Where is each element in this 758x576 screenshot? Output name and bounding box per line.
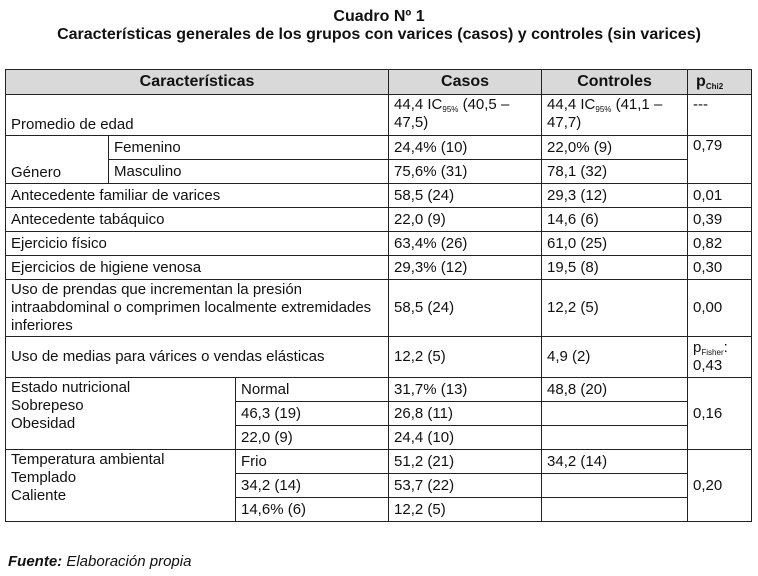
cell-controles: 14,6 (6) [542,208,688,232]
header-casos: Casos [389,70,542,95]
cell-casos: 12,2 (5) [389,498,542,522]
sub-label: 14,6% (6) [236,498,389,522]
table-title [0,8,758,44]
characteristics-table [5,69,752,522]
table-row [6,136,752,160]
row-label-line: Estado nutricional [11,379,131,396]
row-label-nutricional [6,378,236,450]
row-label-line: Caliente [11,487,67,504]
cell-casos: 75,6% (31) [389,160,542,184]
cell-p: 0,39 [688,208,752,232]
row-label: Uso de prendas que incrementan la presión intraabdominal o comprimen localmente extremidades inferiores [6,280,389,337]
cell-p: $p_{Fisher}$: 0,43 [688,337,752,378]
cell-casos: 24,4% (10) [389,136,542,160]
table-row [6,95,752,136]
cell-controles: 48,8 (20) [542,378,688,402]
cell-casos: 22,0 (9) [389,208,542,232]
cell-p: 0,30 [688,256,752,280]
cell-casos: 58,5 (24) [389,280,542,337]
header-controles: Controles [542,70,688,95]
cell-controles: 44,4 $IC_{95\%}$ (41,1 – 47,7) [542,95,688,136]
row-label: Antecedente tabáquico [6,208,389,232]
header-row [6,70,752,95]
table-caption: Características generales de los grupos con varices (casos) y controles (sin varices) [57,26,701,43]
cell-controles: 78,1 (32) [542,160,688,184]
table-row [6,450,752,474]
table-row [6,184,752,208]
sub-label: 46,3 (19) [236,402,389,426]
sub-label: 22,0 (9) [236,426,389,450]
cell-p: 0,00 [688,280,752,337]
cell-casos: 58,5 (24) [389,184,542,208]
header-p: $p_{Chi2}$ [688,70,752,95]
row-label: Ejercicio físico [6,232,389,256]
cell-casos: 31,7% (13) [389,378,542,402]
cell-casos: 24,4 (10) [389,426,542,450]
cell-p: 0,01 [688,184,752,208]
sub-label: Masculino [109,160,389,184]
row-label-line: Sobrepeso [11,397,84,414]
row-label-line: Templado [11,469,77,486]
cell-p: 0,82 [688,232,752,256]
table-row [6,280,752,337]
cell-controles [542,474,688,498]
cell-controles [542,402,688,426]
sub-label: Normal [236,378,389,402]
cell-p: --- [688,95,752,136]
cell-controles: 61,0 (25) [542,232,688,256]
cell-casos: 51,2 (21) [389,450,542,474]
cell-controles: 19,5 (8) [542,256,688,280]
table-number: Cuadro Nº 1 [333,8,425,25]
cell-casos: 29,3% (12) [389,256,542,280]
row-label: Género [6,136,109,184]
source-note [8,553,191,570]
cell-controles: 29,3 (12) [542,184,688,208]
source-label: Fuente: [8,553,63,570]
table-row [6,160,752,184]
cell-controles: 12,2 (5) [542,280,688,337]
cell-controles [542,426,688,450]
table-row [6,378,752,402]
cell-casos: 63,4% (26) [389,232,542,256]
row-label-line: Temperatura ambiental [11,451,165,468]
table-row [6,208,752,232]
sub-label: 34,2 (14) [236,474,389,498]
cell-casos: 53,7 (22) [389,474,542,498]
sub-label: Femenino [109,136,389,160]
row-label: Uso de medias para várices o vendas elásticas [6,337,389,378]
cell-controles: 22,0% (9) [542,136,688,160]
cell-controles: 4,9 (2) [542,337,688,378]
cell-controles [542,498,688,522]
row-label: Promedio de edad [6,95,389,136]
sub-label: Frio [236,450,389,474]
table-row [6,232,752,256]
row-label-temperatura [6,450,236,522]
table-row [6,337,752,378]
cell-p: 0,16 [688,378,752,450]
row-label: Antecedente familiar de varices [6,184,389,208]
cell-casos: 44,4 $IC_{95\%}$ (40,5 – 47,5) [389,95,542,136]
cell-casos: 12,2 (5) [389,337,542,378]
row-label-line: Obesidad [11,415,76,432]
source-text: Elaboración propia [62,553,192,570]
header-caracteristicas: Características [6,70,389,95]
cell-p: 0,79 [688,136,752,184]
cell-controles: 34,2 (14) [542,450,688,474]
cell-p: 0,20 [688,450,752,522]
row-label: Ejercicios de higiene venosa [6,256,389,280]
cell-casos: 26,8 (11) [389,402,542,426]
table-row [6,256,752,280]
